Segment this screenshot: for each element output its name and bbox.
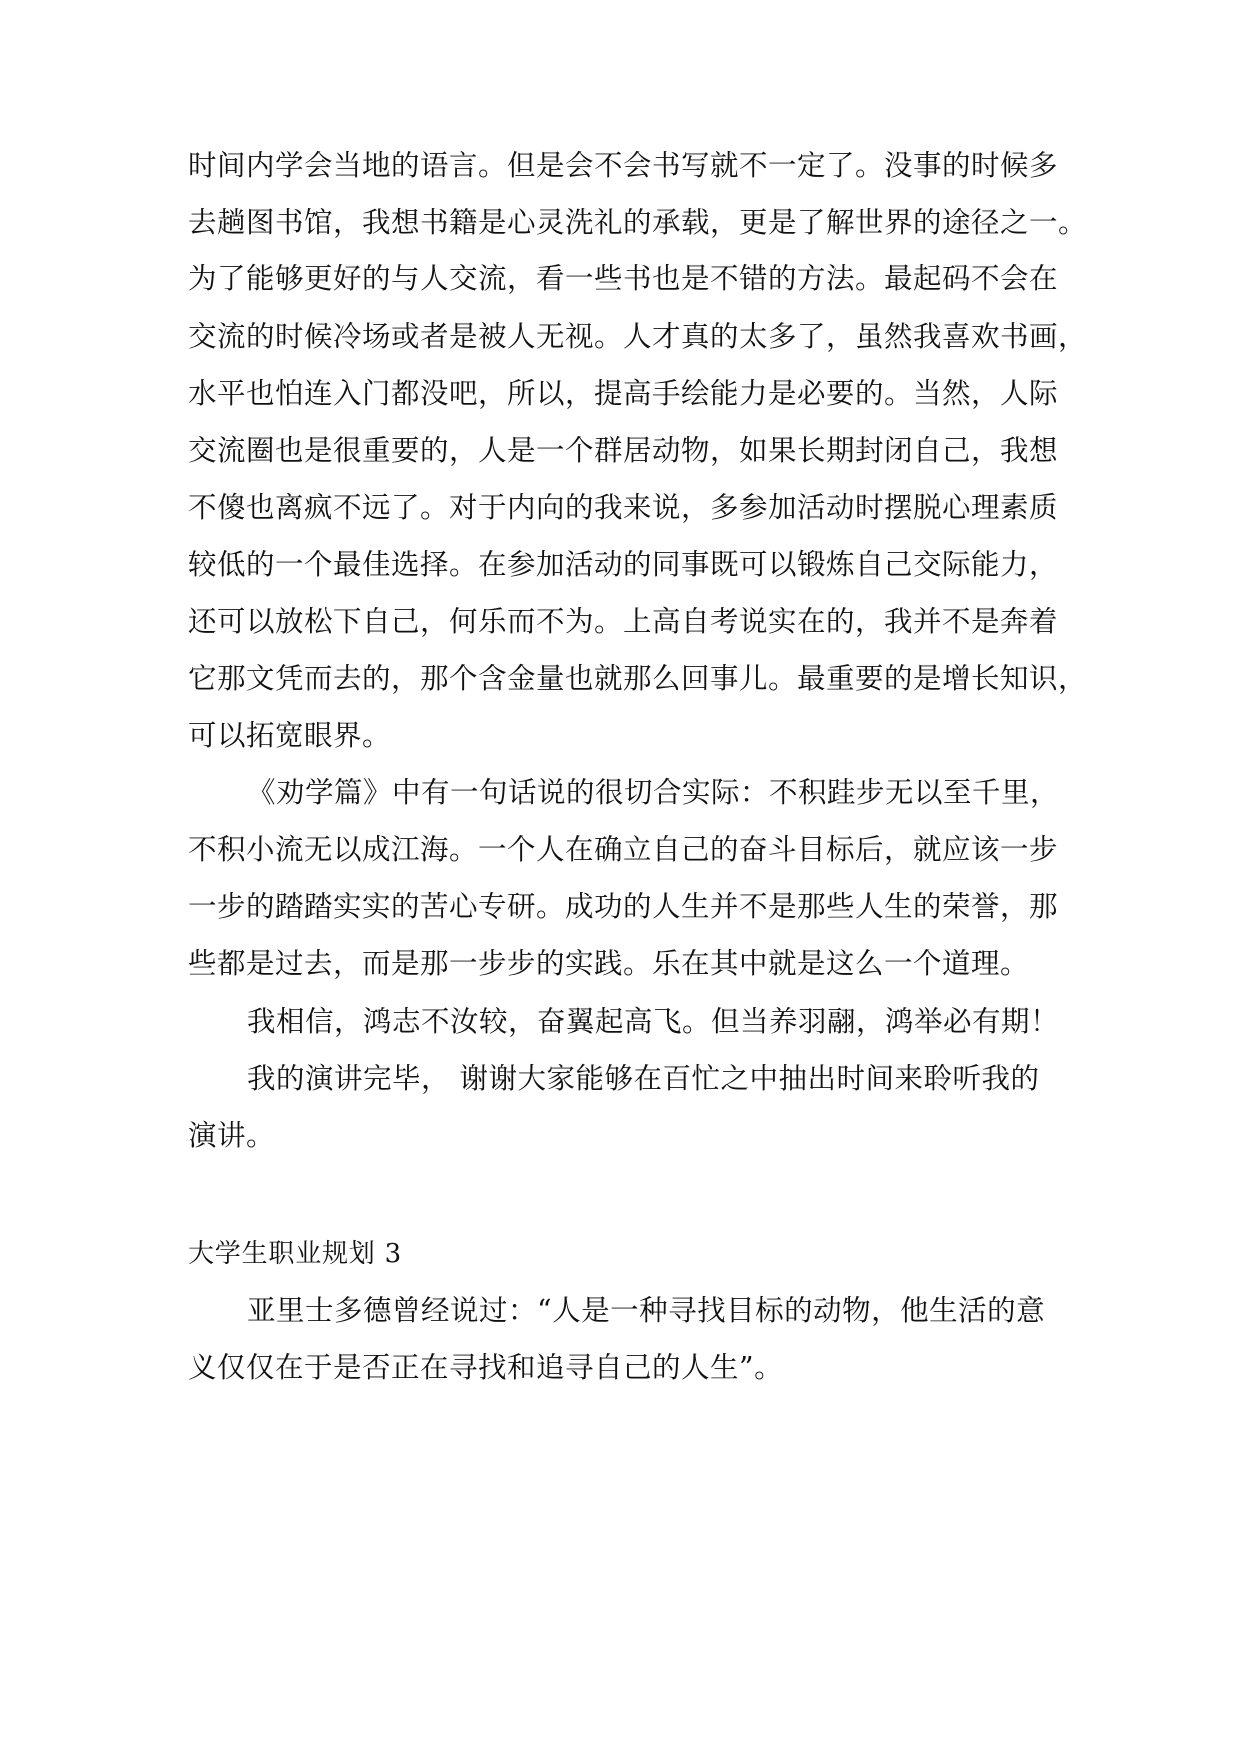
section-heading: 大学生职业规划 3	[188, 1239, 403, 1269]
paragraph-line: 演讲。	[188, 1119, 276, 1152]
paragraph-line: 去趟图书馆，我想书籍是心灵洗礼的承载，更是了解世界的途径之一。	[188, 206, 1088, 239]
paragraph-line: 为了能够更好的与人交流，看一些书也是不错的方法。最起码不会在	[188, 262, 1059, 295]
paragraph-line: 较低的一个最佳选择。在参加活动的同事既可以锻炼自己交际能力，	[188, 548, 1059, 581]
paragraph-line: 还可以放松下自己，何乐而不为。上高自考说实在的，我并不是奔着	[188, 605, 1059, 638]
paragraph-line: 不积小流无以成江海。一个人在确立自己的奋斗目标后，就应该一步	[188, 833, 1059, 866]
paragraph-line: 可以拓宽眼界。	[188, 719, 392, 752]
paragraph-line: 我的演讲完毕， 谢谢大家能够在百忙之中抽出时间来聆听我的	[247, 1062, 1040, 1095]
paragraph-line: 时间内学会当地的语言。但是会不会书写就不一定了。没事的时候多	[188, 149, 1059, 182]
paragraph-line: 义仅仅在于是否正在寻找和追寻自己的人生”。	[188, 1351, 784, 1384]
paragraph-line: 些都是过去，而是那一步步的实践。乐在其中就是这么一个道理。	[188, 947, 1030, 980]
paragraph-line: 水平也怕连入门都没吧，所以，提高手绘能力是必要的。当然，人际	[188, 377, 1059, 410]
paragraph-line: 亚里士多德曾经说过：“人是一种寻找目标的动物，他生活的意	[247, 1294, 1046, 1327]
paragraph-line: 交流圈也是很重要的，人是一个群居动物，如果长期封闭自己，我想	[188, 434, 1059, 467]
paragraph-line: 我相信，鸿志不汝较，奋翼起高飞。但当养羽翮，鸿举必有期！	[247, 1005, 1060, 1038]
paragraph-line: 一步的踏踏实实的苦心专研。成功的人生并不是那些人生的荣誉，那	[188, 890, 1059, 923]
paragraph-line: 它那文凭而去的，那个含金量也就那么回事儿。最重要的是增长知识，	[188, 662, 1088, 695]
paragraph-line: 交流的时候冷场或者是被人无视。人才真的太多了，虽然我喜欢书画，	[188, 320, 1088, 353]
paragraph-line: 不傻也离疯不远了。对于内向的我来说，多参加活动时摆脱心理素质	[188, 491, 1059, 524]
paragraph-line: 《劝学篇》中有一句话说的很切合实际：不积跬步无以至千里，	[247, 776, 1060, 809]
